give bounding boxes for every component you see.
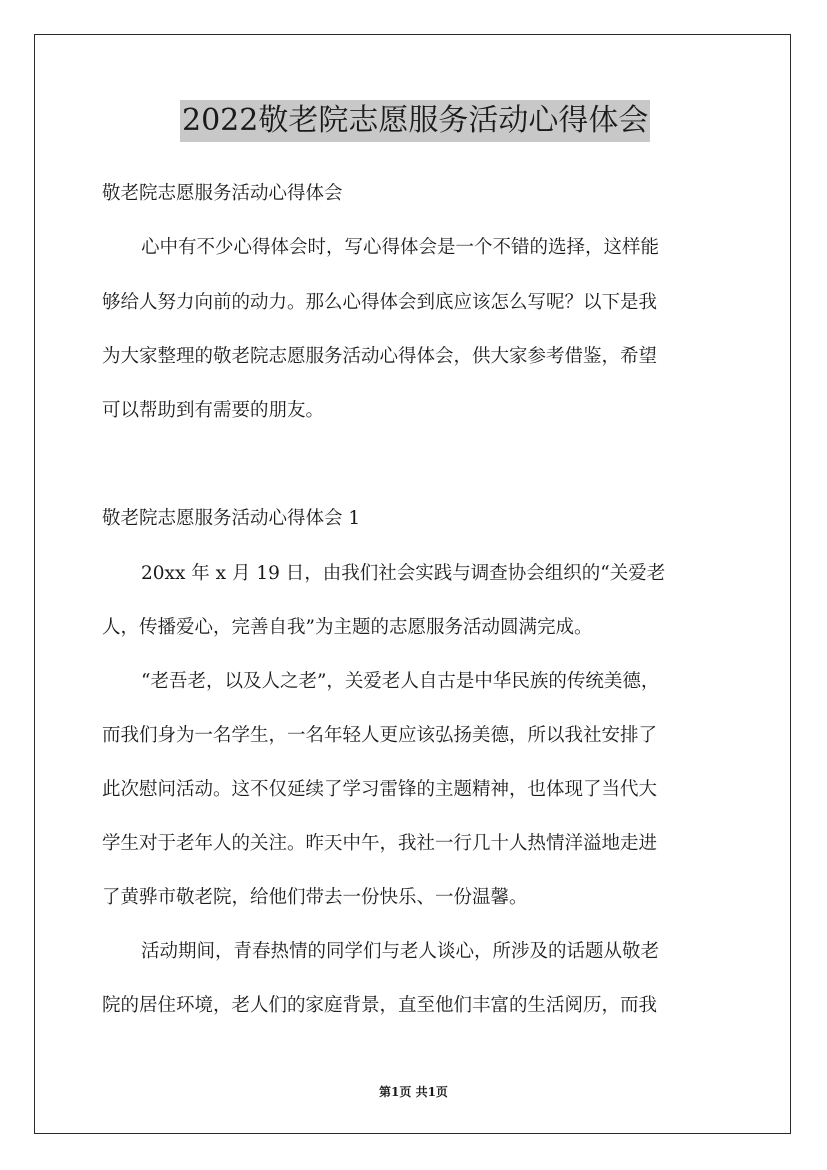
page-number-footer: 第1页 共1页 xyxy=(379,1085,448,1099)
body-line: 20xx 年 x 月 19 日，由我们社会实践与调查协会组织的“关爱老 xyxy=(141,563,666,584)
body-line: 而我们身为一名学生，一名年轻人更应该弘扬美德，所以我社安排了 xyxy=(102,725,658,746)
body-line: 活动期间，青春热情的同学们与老人谈心，所涉及的话题从敬老 xyxy=(141,941,660,962)
body-line: 学生对于老年人的关注。昨天中午，我社一行几十人热情洋溢地走进 xyxy=(102,833,658,854)
intro-line: 够给人努力向前的动力。那么心得体会到底应该怎么写呢？以下是我 xyxy=(102,292,658,313)
intro-line: 为大家整理的敬老院志愿服务活动心得体会，供大家参考借鉴，希望 xyxy=(102,346,658,367)
document-subtitle: 敬老院志愿服务活动心得体会 xyxy=(102,183,343,204)
body-line: 院的居住环境，老人们的家庭背景，直至他们丰富的生活阅历，而我 xyxy=(102,995,658,1016)
body-line: 了黄骅市敬老院，给他们带去一份快乐、一份温馨。 xyxy=(102,887,528,908)
body-line: 人，传播爱心，完善自我”为主题的志愿服务活动圆满完成。 xyxy=(102,617,593,638)
intro-line: 心中有不少心得体会时，写心得体会是一个不错的选择，这样能 xyxy=(141,237,660,258)
section-heading: 敬老院志愿服务活动心得体会 1 xyxy=(102,508,361,529)
body-line: 此次慰问活动。这不仅延续了学习雷锋的主题精神，也体现了当代大 xyxy=(102,779,658,800)
body-line: “老吾老，以及人之老”，关爱老人自古是中华民族的传统美德， xyxy=(141,671,660,692)
document-title: 2022敬老院志愿服务活动心得体会 xyxy=(180,100,650,142)
intro-line: 可以帮助到有需要的朋友。 xyxy=(102,400,325,421)
